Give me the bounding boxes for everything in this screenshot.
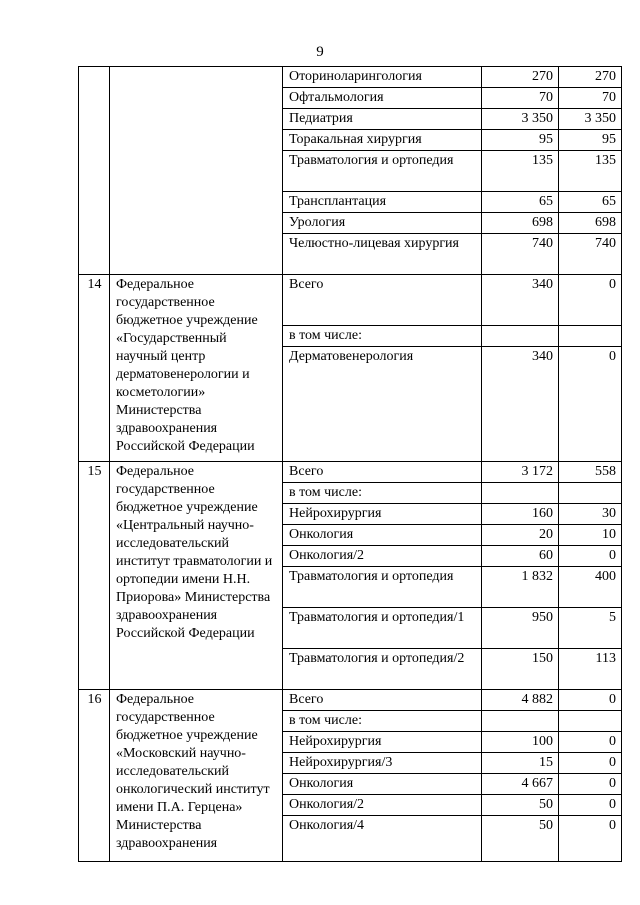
profile-cell: Педиатрия	[283, 109, 482, 130]
profile-cell: Травматология и ортопедия/2	[283, 649, 482, 690]
profile-cell: Всего	[283, 275, 482, 326]
profile-cell: Всего	[283, 462, 482, 483]
profile-cell: Урология	[283, 213, 482, 234]
value-cell-1: 740	[482, 234, 559, 275]
value-cell-1: 20	[482, 525, 559, 546]
row-number-cell: 14	[79, 275, 110, 462]
profile-cell: Торакальная хирургия	[283, 130, 482, 151]
value-cell-2: 0	[559, 275, 622, 326]
value-cell-2: 5	[559, 608, 622, 649]
table-row	[79, 690, 622, 711]
value-cell-2: 0	[559, 816, 622, 862]
value-cell-2: 0	[559, 690, 622, 711]
organization-cell: Федеральное государственное бюджетное учреждение «Центральный научно-исследовательский институт травматологии и ортопедии имени Н.Н. Приорова» Министерства здравоохранения Российской Федерации	[110, 462, 283, 690]
value-cell-2: 270	[559, 67, 622, 88]
profile-cell: Офтальмология	[283, 88, 482, 109]
value-cell-2: 698	[559, 213, 622, 234]
value-cell-2	[559, 326, 622, 347]
value-cell-2: 65	[559, 192, 622, 213]
profile-cell: Нейрохирургия	[283, 504, 482, 525]
organization-cell: Федеральное государственное бюджетное учреждение «Государственный научный центр дерматовенерологии и косметологии» Министерства здравоохранения Российской Федерации	[110, 275, 283, 462]
value-cell-1	[482, 483, 559, 504]
document-table	[78, 66, 622, 862]
value-cell-2: 400	[559, 567, 622, 608]
value-cell-1: 100	[482, 732, 559, 753]
value-cell-1: 60	[482, 546, 559, 567]
profile-cell: Челюстно-лицевая хирургия	[283, 234, 482, 275]
profile-cell: Нейрохирургия	[283, 732, 482, 753]
value-cell-1: 340	[482, 347, 559, 462]
value-cell-2: 135	[559, 151, 622, 192]
value-cell-1	[482, 326, 559, 347]
row-number-cell	[79, 67, 110, 275]
value-cell-1: 3 350	[482, 109, 559, 130]
value-cell-2: 0	[559, 347, 622, 462]
value-cell-2	[559, 711, 622, 732]
profile-cell: Онкология/2	[283, 795, 482, 816]
profile-cell: Травматология и ортопедия	[283, 567, 482, 608]
row-number-cell: 16	[79, 690, 110, 862]
value-cell-2: 740	[559, 234, 622, 275]
value-cell-1: 340	[482, 275, 559, 326]
profile-cell: Онкология/4	[283, 816, 482, 862]
row-number-cell: 15	[79, 462, 110, 690]
value-cell-1: 4 882	[482, 690, 559, 711]
value-cell-1: 4 667	[482, 774, 559, 795]
profile-cell: Трансплантация	[283, 192, 482, 213]
value-cell-2: 0	[559, 774, 622, 795]
value-cell-2: 70	[559, 88, 622, 109]
profile-cell: Травматология и ортопедия/1	[283, 608, 482, 649]
value-cell-1: 50	[482, 795, 559, 816]
profile-cell: Всего	[283, 690, 482, 711]
profile-cell: в том числе:	[283, 483, 482, 504]
value-cell-2: 30	[559, 504, 622, 525]
value-cell-1: 950	[482, 608, 559, 649]
value-cell-1: 70	[482, 88, 559, 109]
profile-cell: Онкология/2	[283, 546, 482, 567]
profile-cell: Дерматовенерология	[283, 347, 482, 462]
value-cell-1: 160	[482, 504, 559, 525]
value-cell-1: 95	[482, 130, 559, 151]
table-row	[79, 67, 622, 88]
value-cell-2: 95	[559, 130, 622, 151]
table-row	[79, 462, 622, 483]
profile-cell: Оториноларингология	[283, 67, 482, 88]
profile-cell: Онкология	[283, 774, 482, 795]
value-cell-2: 0	[559, 546, 622, 567]
profile-cell: в том числе:	[283, 711, 482, 732]
value-cell-1: 698	[482, 213, 559, 234]
value-cell-1: 15	[482, 753, 559, 774]
value-cell-2: 0	[559, 732, 622, 753]
value-cell-1: 3 172	[482, 462, 559, 483]
profile-cell: в том числе:	[283, 326, 482, 347]
profile-cell: Онкология	[283, 525, 482, 546]
value-cell-1: 135	[482, 151, 559, 192]
value-cell-2	[559, 483, 622, 504]
value-cell-2: 10	[559, 525, 622, 546]
profile-cell: Нейрохирургия/3	[283, 753, 482, 774]
profile-cell: Травматология и ортопедия	[283, 151, 482, 192]
value-cell-1: 1 832	[482, 567, 559, 608]
organization-cell: Федеральное государственное бюджетное учреждение «Московский научно-исследовательский онкологический институт имени П.А. Герцена» Министерства здравоохранения	[110, 690, 283, 862]
value-cell-2: 0	[559, 795, 622, 816]
page-number: 9	[316, 44, 324, 60]
organization-cell	[110, 67, 283, 275]
value-cell-2: 0	[559, 753, 622, 774]
value-cell-1	[482, 711, 559, 732]
value-cell-1: 65	[482, 192, 559, 213]
value-cell-1: 150	[482, 649, 559, 690]
value-cell-2: 3 350	[559, 109, 622, 130]
table-row	[79, 275, 622, 326]
value-cell-2: 558	[559, 462, 622, 483]
value-cell-1: 270	[482, 67, 559, 88]
value-cell-1: 50	[482, 816, 559, 862]
value-cell-2: 113	[559, 649, 622, 690]
